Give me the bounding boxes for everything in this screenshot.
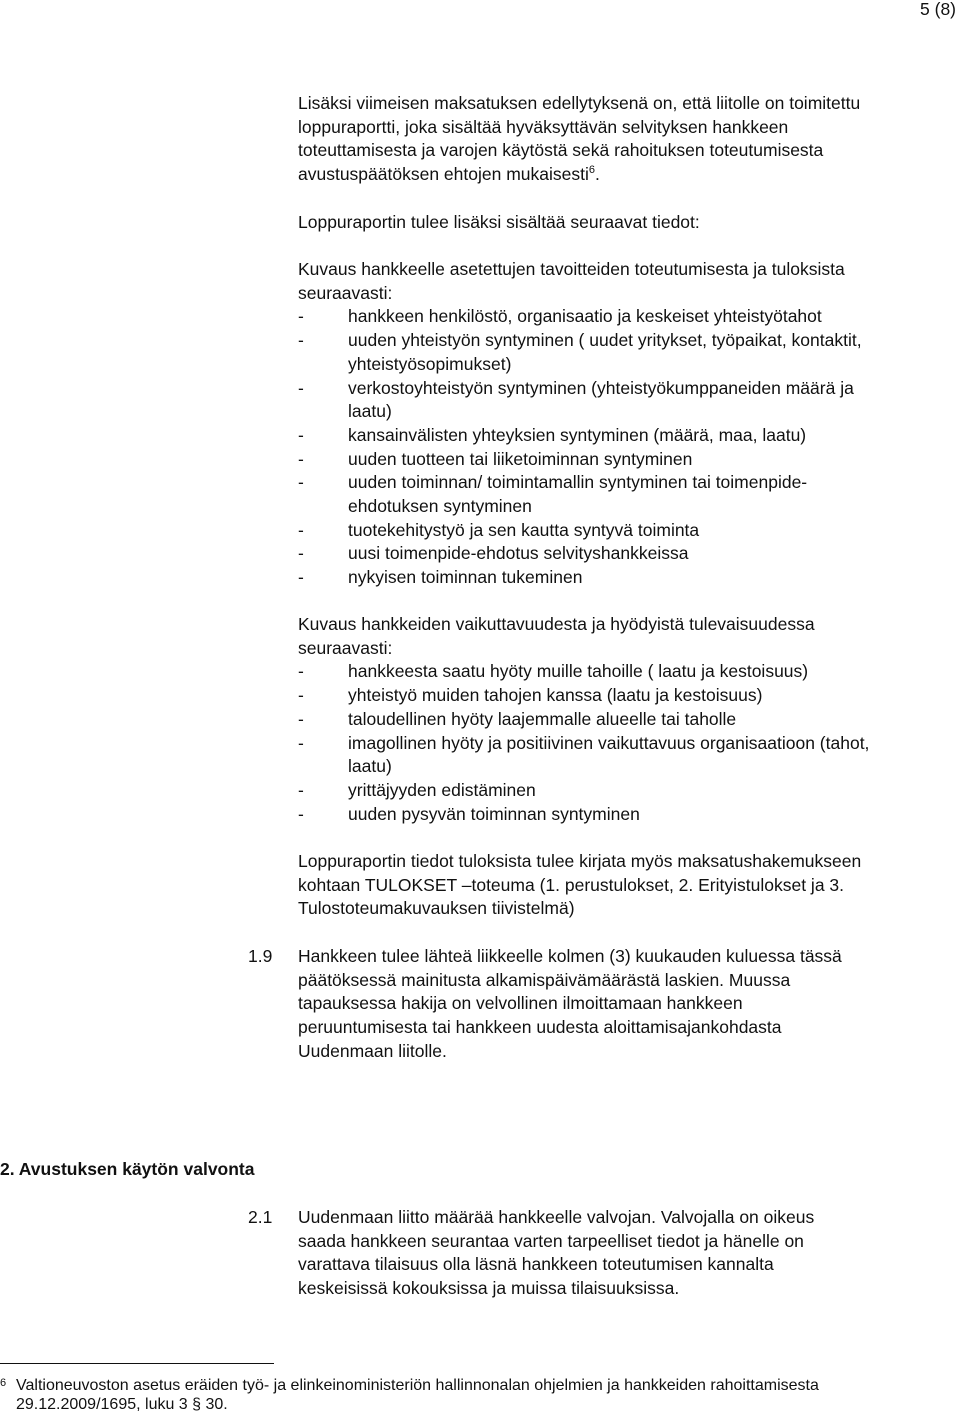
text-line: kohtaan TULOKSET –toteuma (1. perustulokset, 2. Erityistulokset ja 3. — [298, 874, 845, 895]
text-line: Kuvaus hankkeiden vaikuttavuudesta ja hyödyistä tulevaisuudessa — [298, 614, 815, 634]
footnote-reference[interactable]: 6 — [588, 164, 595, 177]
text-line: Loppuraportin tiedot tuloksista tulee kirjata myös maksatushakemukseen — [298, 851, 862, 871]
footnote-line: $^6$ Valtioneuvoston asetus eräiden työ- ja elinkeinoministeriön hallinnonalan ohjelmien ja hankkeiden rahoittamisesta — [0, 1376, 960, 1395]
list-item: - imagollinen hyöty ja positiivinen vaikuttavuus organisaatioon (tahot, laatu) — [298, 732, 870, 777]
impact-list — [298, 660, 960, 826]
section-goals-description — [298, 258, 960, 590]
list-item: - uuden yhteistyön syntyminen ( uudet yritykset, työpaikat, kontaktit, yhteistyösopimukset) — [298, 330, 862, 374]
paragraph-final-payment — [298, 92, 960, 187]
text-line: tapauksessa hakija on velvollinen ilmoittamaan hankkeen — [298, 993, 743, 1014]
goals-list — [298, 305, 960, 589]
section-intro — [298, 613, 960, 660]
footnote-separator — [0, 1363, 274, 1364]
page-number: 5 (8) — [920, 0, 956, 19]
text-line: Hankkeen tulee lähteä liikkeelle kolmen (3) kuukauden kuluessa tässä — [298, 946, 842, 966]
list-item: - kansainvälisten yhteyksien syntyminen (määrä, maa, laatu) — [298, 424, 807, 445]
text-line: Uudenmaan liitto määrää hankkeelle valvojan. Valvojalla on oikeus — [298, 1207, 815, 1227]
paragraph-report-contents: Loppuraportin tulee lisäksi sisältää seuraavat tiedot: — [298, 212, 700, 232]
list-item: - tuotekehitystyö ja sen kautta syntyvä toiminta — [298, 519, 700, 540]
text-line: Tulostoteumakuvauksen tiivistelmä) — [298, 898, 575, 919]
text-line: seuraavasti: — [298, 282, 393, 303]
section-sign: § — [192, 1396, 202, 1413]
list-item: - yrittäjyyden edistäminen — [298, 779, 536, 800]
section-intro — [298, 258, 960, 305]
text-line: Lisäksi viimeisen maksatuksen edellytyksenä on, että liitolle on toimitettu — [298, 93, 861, 113]
item-2-1-text — [298, 1206, 960, 1301]
text-line: seuraavasti: — [298, 637, 393, 658]
list-item: - taloudellinen hyöty laajemmalle alueelle tai taholle — [298, 708, 737, 729]
list-item: - uuden toiminnan/ toimintamallin syntyminen tai toimenpide- ehdotuksen syntyminen — [298, 472, 808, 517]
text-line: saada hankkeen seurantaa varten tarpeelliset tiedot ja hänelle on — [298, 1230, 804, 1251]
list-item: - verkostoyhteistyön syntyminen (yhteistyökumppaneiden määrä ja laatu) — [298, 377, 854, 422]
list-item: - uuden tuotteen tai liiketoiminnan syntyminen — [298, 448, 693, 469]
text-line: peruuntumisesta tai hankkeen uudesta aloittamisajankohdasta — [298, 1017, 782, 1038]
item-number: 1.9 — [248, 946, 273, 966]
text-line: varattava tilaisuus olla läsnä hankkeen toteutumisen kannalta — [298, 1254, 774, 1275]
list-item: - uuden pysyvän toiminnan syntyminen — [298, 803, 640, 824]
footnote — [0, 1376, 960, 1414]
section-heading: 2. Avustuksen käytön valvonta — [0, 1159, 255, 1179]
list-item: - nykyisen toiminnan tukeminen — [298, 567, 583, 588]
footnote-number: 6 — [0, 1377, 7, 1389]
text-line: toteuttamisesta ja varojen käytöstä sekä rahoituksen toteutumisesta — [298, 140, 824, 161]
text-line: päätöksessä mainitusta alkamispäivämäärästä laskien. Muussa — [298, 969, 791, 990]
footnote-line: 29.12.2009/1695, luku 3 § 30. — [16, 1396, 228, 1413]
list-item: - uusi toimenpide-ehdotus selvityshankkeissa — [298, 543, 689, 564]
item-1-9-text — [298, 945, 960, 1064]
text-line: Uudenmaan liitolle. — [298, 1040, 447, 1061]
text-line: avustuspäätöksen ehtojen mukaisesti$^6$. — [298, 164, 600, 185]
text-line: loppuraportti, joka sisältää hyväksyttävän selvityksen hankkeen — [298, 116, 789, 137]
paragraph-results-entry — [298, 850, 960, 921]
list-item: - yhteistyö muiden tahojen kanssa (laatu ja kestoisuus) — [298, 685, 763, 706]
item-number: 2.1 — [248, 1207, 273, 1227]
list-item: - hankkeesta saatu hyöty muille tahoille ( laatu ja kestoisuus) — [298, 661, 809, 682]
text-line: Kuvaus hankkeelle asetettujen tavoitteiden toteutumisesta ja tuloksista — [298, 259, 845, 279]
list-item: - hankkeen henkilöstö, organisaatio ja keskeiset yhteistyötahot — [298, 306, 822, 327]
text-line: keskeisissä kokouksissa ja muissa tilaisuuksissa. — [298, 1278, 680, 1299]
section-impact-description — [298, 613, 960, 826]
